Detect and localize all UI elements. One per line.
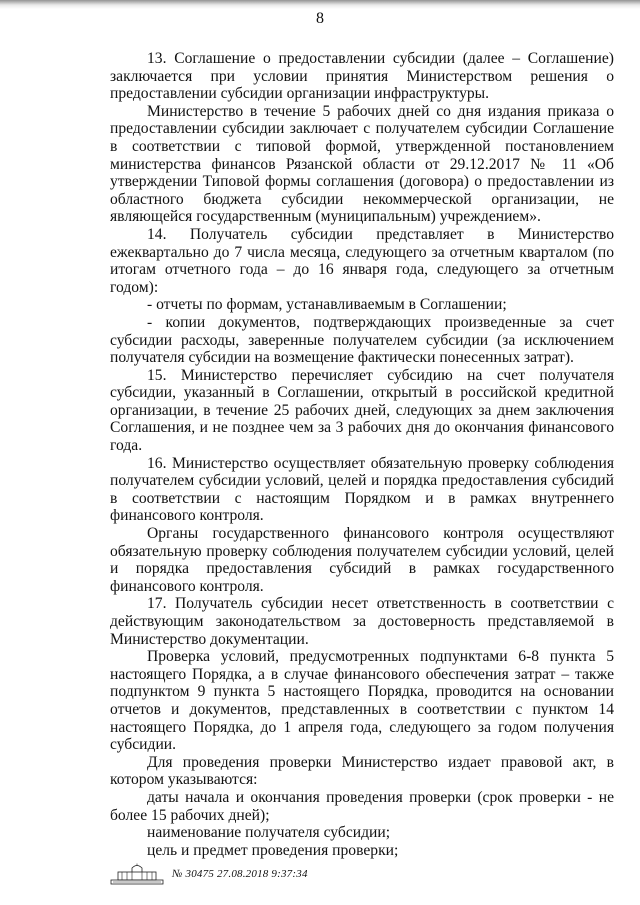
list-item-purpose: цель и предмет проведения проверки; [147,841,399,859]
paragraph-ministry-agreement: Министерство в течение 5 рабочих дней со дня издания приказа о предоставлении субсидии заключает с получателем субсидии Соглашение в соответствии с типовой формой, утвержденной постановлением министерства финансов Рязанской области от 29.12.2017 № 11 «Об утверждении Типовой формы соглашения (договора) о предоставлении из областного бюджета субсидии некоммерческой организации, не являющейся государственным (муниципальным) учреждением». [110,102,614,226]
list-item-reports: - отчеты по формам, устанавливаемым в Соглашении; [147,296,507,314]
paragraph-14: 14. Получатель субсидии представляет в Министерство ежеквартально до 7 числа месяца, следующего за отчетным кварталом (по итогам отчетного года – до 16 января года, следующего за отчетным годом): [110,225,614,296]
paragraph-17: 17. Получатель субсидии несет ответственность в соответствии с действующим законодательством за достоверность представляемой в Министерство документации. [110,595,614,648]
registration-stamp: № 30475 27.08.2018 9:37:34 [172,868,308,880]
paragraph-verification: Проверка условий, предусмотренных подпунктами 6-8 пункта 5 настоящего Порядка, а в случае финансового обеспечения затрат – также подпунктом 9 пункта 5 настоящего Порядка, проводится на основании отчетов и документов, представленных в соответствии с пунктом 14 настоящего Порядка, до 1 апреля года, следующего за годом получения субсидии. [110,648,614,754]
government-building-icon [110,863,164,885]
list-item-dates: даты начала и окончания проведения проверки (срок проверки - не более 15 рабочих дней); [110,788,614,824]
paragraph-16: 16. Министерство осуществляет обязательную проверку соблюдения получателем субсидии условий, целей и порядка предоставления субсидий в соответствии с настоящим Порядком и в рамках внутреннего финансового контроля. [110,454,614,525]
paragraph-legal-act: Для проведения проверки Министерство издает правовой акт, в котором указываются: [110,753,614,789]
page-number: 8 [316,10,324,27]
paragraph-15: 15. Министерство перечисляет субсидию на счет получателя субсидии, указанный в Соглашении, открытый в российской кредитной организации, в течение 25 рабочих дней, следующих за днем заключения Соглашения, и не позднее чем за 3 рабочих дня до окончания финансового года. [110,366,614,455]
list-item-recipient-name: наименование получателя субсидии; [147,824,391,842]
footer [110,862,308,886]
document-body [110,50,614,859]
paragraph-financial-control: Органы государственного финансового контроля осуществляют обязательную проверку соблюдения получателем субсидии условий, целей и порядка предоставления субсидий в рамках государственного финансового контроля. [110,525,614,595]
list-item-copies: - копии документов, подтверждающих произведенные за счет субсидии расходы, заверенные получателем субсидии (за исключением получателя субсидии на возмещение фактически понесенных затрат). [110,313,614,367]
paragraph-13: 13. Соглашение о предоставлении субсидии (далее – Соглашение) заключается при условии принятия Министерством решения о предоставлении субсидии организации инфраструктуры. [110,50,614,103]
